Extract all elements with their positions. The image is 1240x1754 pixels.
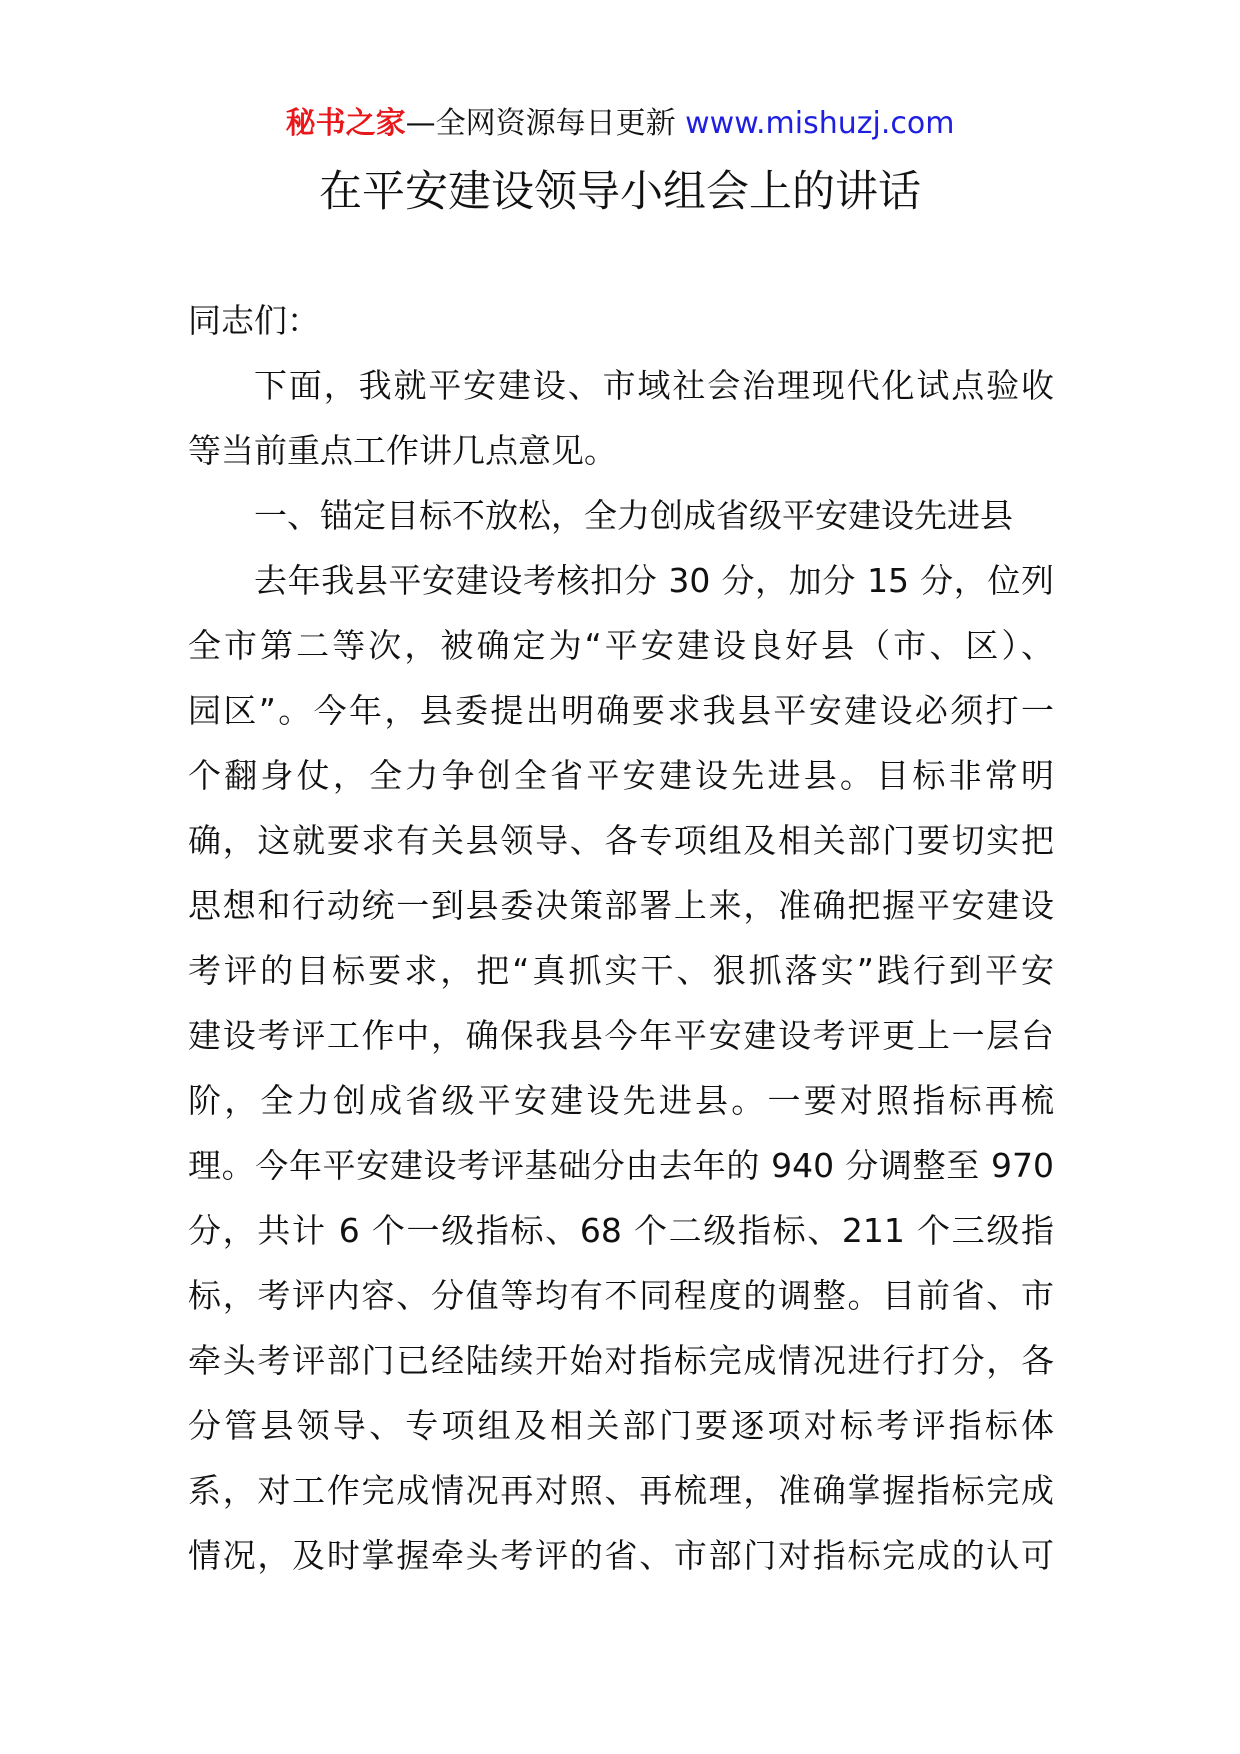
paragraph-line: 标，考评内容、分值等均有不同程度的调整。目前省、市 [188, 1276, 1054, 1315]
paragraph-line: 建设考评工作中，确保我县今年平安建设考评更上一层台 [188, 1016, 1054, 1055]
paragraph-line: 等当前重点工作讲几点意见。 [188, 431, 617, 470]
salutation-text: 同志们： [188, 301, 320, 340]
paragraph-line: 园区”。今年，县委提出明确要求我县平安建设必须打一 [188, 691, 1054, 730]
site-header [0, 104, 1240, 144]
paragraph-line: 情况，及时掌握牵头考评的省、市部门对指标完成的认可 [188, 1536, 1054, 1575]
paragraph-line: 牵头考评部门已经陆续开始对指标完成情况进行打分，各 [188, 1341, 1054, 1380]
paragraph-line: 考评的目标要求，把“真抓实干、狠抓落实”践行到平安 [188, 951, 1054, 990]
paragraph-line: 确，这就要求有关县领导、各专项组及相关部门要切实把 [188, 821, 1054, 860]
paragraph-line: 去年我县平安建设考核扣分 30 分，加分 15 分，位列 [254, 561, 1054, 600]
document-title: 在平安建设领导小组会上的讲话 [319, 167, 921, 217]
paragraph-line: 全市第二等次，被确定为“平安建设良好县（市、区）、 [188, 626, 1054, 665]
intro-paragraph [188, 353, 1054, 483]
document-body [188, 288, 1054, 1588]
section-heading-paragraph [188, 483, 1054, 548]
salutation [188, 288, 1054, 353]
paragraph-line: 阶，全力创成省级平安建设先进县。一要对照指标再梳 [188, 1081, 1054, 1120]
site-brand: 秘书之家 [285, 106, 406, 141]
paragraph-line: 分，共计 6 个一级指标、68 个二级指标、211 个三级指 [188, 1211, 1054, 1250]
paragraph-line: 系，对工作完成情况再对照、再梳理，准确掌握指标完成 [188, 1471, 1054, 1510]
body-paragraph [188, 548, 1054, 1588]
paragraph-line: 个翻身仗，全力争创全省平安建设先进县。目标非常明 [188, 756, 1054, 795]
section-heading: 一、锚定目标不放松，全力创成省级平安建设先进县 [254, 496, 1013, 535]
paragraph-line: 下面，我就平安建设、市域社会治理现代化试点验收 [254, 366, 1054, 405]
paragraph-line: 分管县领导、专项组及相关部门要逐项对标考评指标体 [188, 1406, 1054, 1445]
paragraph-line: 理。今年平安建设考评基础分由去年的 940 分调整至 970 [188, 1146, 1054, 1185]
paragraph-line: 思想和行动统一到县委决策部署上来，准确把握平安建设 [188, 886, 1054, 925]
site-tagline: —全网资源每日更新 [405, 106, 676, 141]
site-url-link[interactable]: www.mishuzj.com [685, 106, 955, 141]
